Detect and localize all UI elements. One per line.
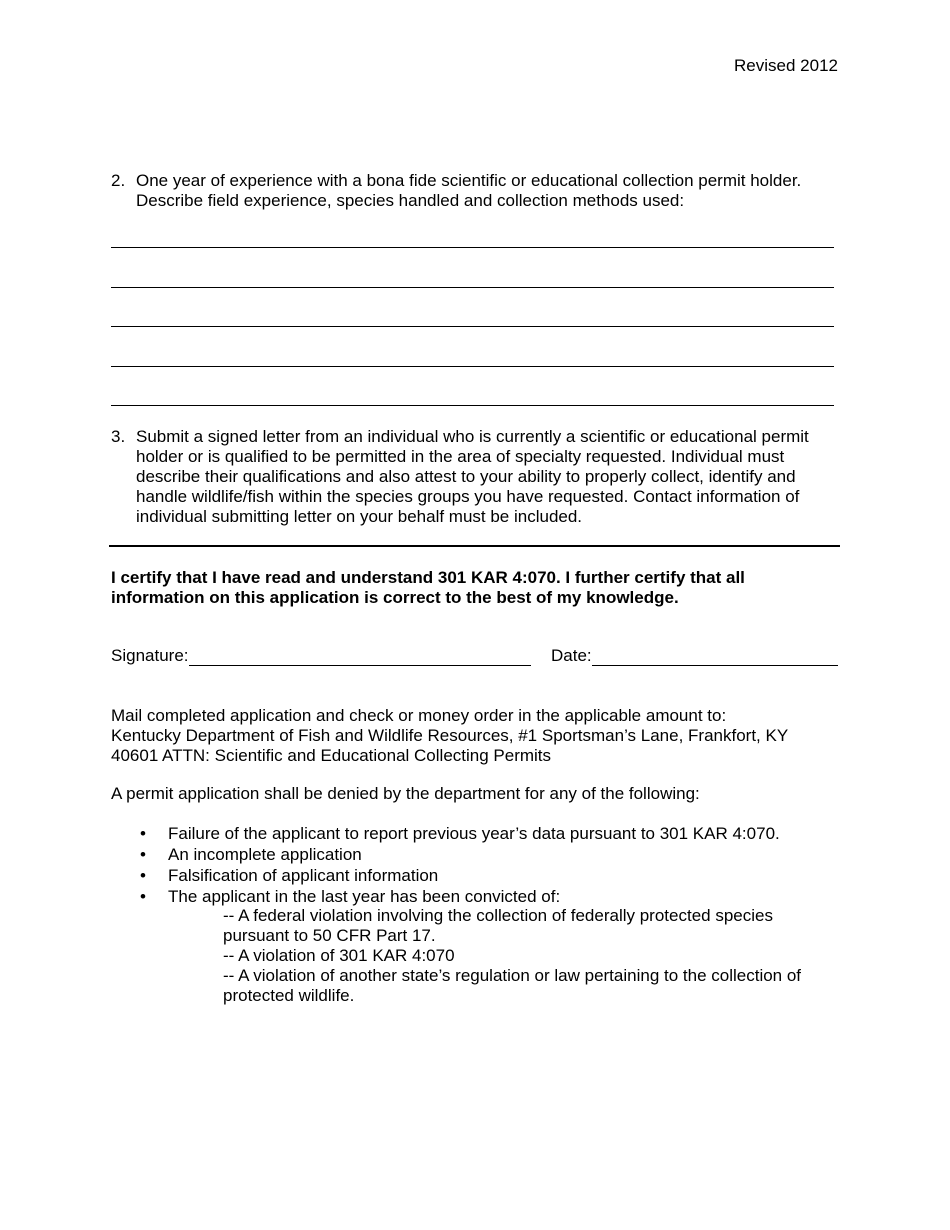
experience-line-5[interactable] <box>111 405 834 406</box>
item-2-text: One year of experience with a bona fide scientific or educational collection permit holder. Describe field experience, species handled and collection methods used: <box>136 171 802 210</box>
signature-label: Signature: <box>111 646 189 665</box>
list-item <box>140 866 840 887</box>
conviction-kar: -- A violation of 301 KAR 4:070 <box>223 946 455 965</box>
experience-line-1[interactable] <box>111 247 834 248</box>
conviction-list <box>223 906 823 1006</box>
bullet-icon: • <box>140 824 146 843</box>
conviction-federal: -- A federal violation involving the collection of federally protected species <box>223 906 773 925</box>
mail-line-1: Mail completed application and check or money order in the applicable amount to: <box>111 706 727 725</box>
conviction-other-state: -- A violation of another state’s regulation or law pertaining to the collection of <box>223 966 802 985</box>
item-2 <box>111 171 831 211</box>
mail-line-3: 40601 ATTN: Scientific and Educational Collecting Permits <box>111 746 552 765</box>
bullet-icon: • <box>140 845 146 864</box>
mail-instructions <box>111 706 831 766</box>
list-item-text: The applicant in the last year has been convicted of: <box>168 887 561 906</box>
mail-line-2: Kentucky Department of Fish and Wildlife Resources, #1 Sportsman’s Lane, Frankfort, KY <box>111 726 789 745</box>
item-3 <box>111 427 831 527</box>
experience-line-3[interactable] <box>111 326 834 327</box>
experience-line-2[interactable] <box>111 287 834 288</box>
conviction-federal-cont: pursuant to 50 CFR Part 17. <box>223 926 436 945</box>
bullet-icon: • <box>140 887 146 906</box>
list-item <box>140 824 840 845</box>
list-item <box>140 845 840 866</box>
item-3-text: Submit a signed letter from an individual who is currently a scientific or educational permit holder or is qualified to be permitted in the area of specialty requested. Individual must describe their qualifications and also attest to your ability to properly collect, identify and handle wildlife/fish within the species groups you have requested. Contact information of individual submitting letter on your behalf must be included. <box>136 427 809 526</box>
section-divider <box>109 545 840 547</box>
conviction-other-state-cont: protected wildlife. <box>223 986 355 1005</box>
experience-line-4[interactable] <box>111 366 834 367</box>
revised-date: Revised 2012 <box>734 56 838 75</box>
list-item <box>140 887 840 908</box>
denial-list <box>140 824 840 908</box>
date-label: Date: <box>551 646 592 665</box>
item-2-number: 2. <box>111 171 126 190</box>
item-3-number: 3. <box>111 427 126 446</box>
bullet-icon: • <box>140 866 146 885</box>
list-item-text: Failure of the applicant to report previous year’s data pursuant to 301 KAR 4:070. <box>168 824 780 843</box>
list-item-text: Falsification of applicant information <box>168 866 439 885</box>
signature-field[interactable] <box>189 665 531 666</box>
denial-intro: A permit application shall be denied by the department for any of the following: <box>111 784 700 803</box>
list-item-text: An incomplete application <box>168 845 362 864</box>
date-field[interactable] <box>592 665 838 666</box>
certification-statement: I certify that I have read and understand 301 KAR 4:070. I further certify that all information on this application is correct to the best of my knowledge. <box>111 568 745 607</box>
